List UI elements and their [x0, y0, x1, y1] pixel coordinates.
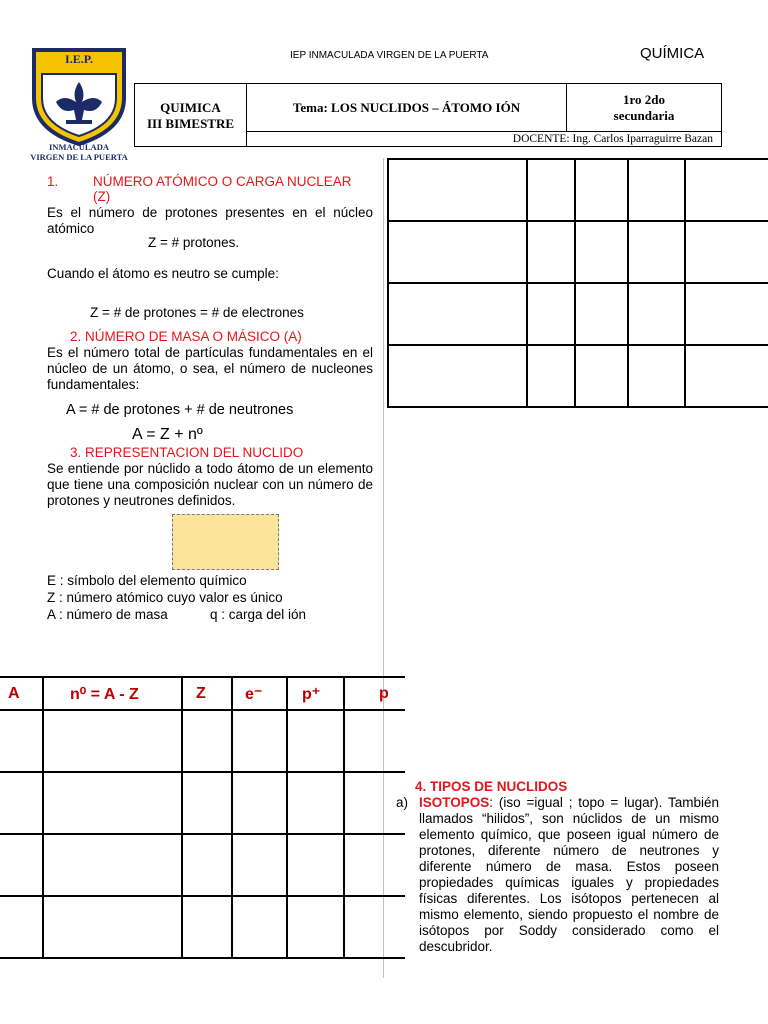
section3-title: 3. REPRESENTACION DEL NUCLIDO [70, 445, 304, 460]
subject-title: QUÍMICA [640, 45, 705, 62]
section1-formula: Z = # protones. [148, 235, 240, 250]
table-header-cell: p⁺ [287, 677, 344, 710]
section1-number: 1. [47, 174, 59, 189]
table-header-cell: p [344, 677, 405, 710]
section2-formula: A = # de protones + # de neutrones [66, 402, 294, 418]
tema-title: Tema: LOS NUCLIDOS – ÁTOMO IÓN [292, 100, 521, 115]
section4-item-text [419, 795, 719, 955]
nuclide-notation-box [172, 514, 279, 570]
table-header-cell: Z [182, 677, 232, 710]
logo-caption-1: INMACULADA [49, 142, 109, 152]
school-logo [22, 46, 136, 166]
legend-e: E : símbolo del elemento químico [47, 573, 247, 588]
header-docente-box [246, 131, 722, 147]
section1-neutral: Cuando el átomo es neutro se cumple: [47, 266, 279, 281]
isotopos-body: : (iso =igual ; topo = lugar). También llamados “hilidos”, son núclidos de un mismo elemento químico, que poseen igual número de protones, diferente número de neutrones y diferente número de masa. Estos poseen propiedades químicas iguales y propiedades físicas diferentes. Los isótopos pertenecen al mismo elemento, siendo propuesto el nombre de isótopos por Soddy considerado como el descubridor. [419, 795, 719, 954]
section2-title: 2. NÚMERO DE MASA O MÁSICO (A) [70, 329, 302, 344]
table-row [388, 221, 768, 283]
table-row [0, 896, 405, 958]
section1-title-cont: (Z) [93, 189, 111, 204]
grade-line-2: secundaria [613, 108, 675, 123]
logo-top-text: I.E.P. [65, 52, 93, 66]
section2-body: Es el número total de partículas fundamentales en el núcleo de un átomo, o sea, el número de nucleones fundamentales: [47, 345, 373, 392]
table-header-cell: n⁰ = A - Z [43, 677, 182, 710]
section4-item-label: a) [396, 795, 409, 810]
section1-body: Es el número de protones presentes en el núcleo atómico [47, 205, 373, 236]
course-line-1: QUIMICA [160, 100, 221, 115]
docente-text: DOCENTE: Ing. Carlos Iparraguirre Bazan [512, 133, 713, 145]
logo-caption-2: VIRGEN DE LA PUERTA [30, 152, 128, 162]
grade-line-1: 1ro 2do [622, 92, 665, 107]
table-header-cell: A [0, 677, 43, 710]
table-row [388, 345, 768, 407]
legend-z: Z : número atómico cuyo valor es único [47, 590, 283, 605]
table-row [388, 283, 768, 345]
nuclide-table-left [0, 676, 405, 959]
section1-formula2: Z = # de protones = # de electrones [90, 305, 304, 320]
table-row [0, 772, 405, 834]
table-header-cell: e⁻ [232, 677, 287, 710]
table-row [0, 710, 405, 772]
table-row [0, 834, 405, 896]
isotopos-term: ISOTOPOS [419, 795, 490, 810]
course-line-2: III BIMESTRE [146, 116, 235, 131]
nuclide-table-right [387, 158, 768, 408]
header-tema-box [246, 83, 567, 132]
section2-formula2: A = Z + nº [132, 426, 203, 443]
header-course-box [134, 83, 247, 147]
section4-title: 4. TIPOS DE NUCLIDOS [415, 779, 568, 794]
table-row [388, 159, 768, 221]
school-name: IEP INMACULADA VIRGEN DE LA PUERTA [290, 50, 489, 61]
section1-title: NÚMERO ATÓMICO O CARGA NUCLEAR [93, 174, 352, 189]
header-grade-box [566, 83, 722, 132]
section3-body: Se entiende por núclido a todo átomo de un elemento que tiene una composición nuclear con un número de protones y neutrones definidos. [47, 461, 373, 508]
legend-q: q : carga del ión [210, 607, 307, 622]
legend-a: A : número de masa [47, 607, 168, 622]
